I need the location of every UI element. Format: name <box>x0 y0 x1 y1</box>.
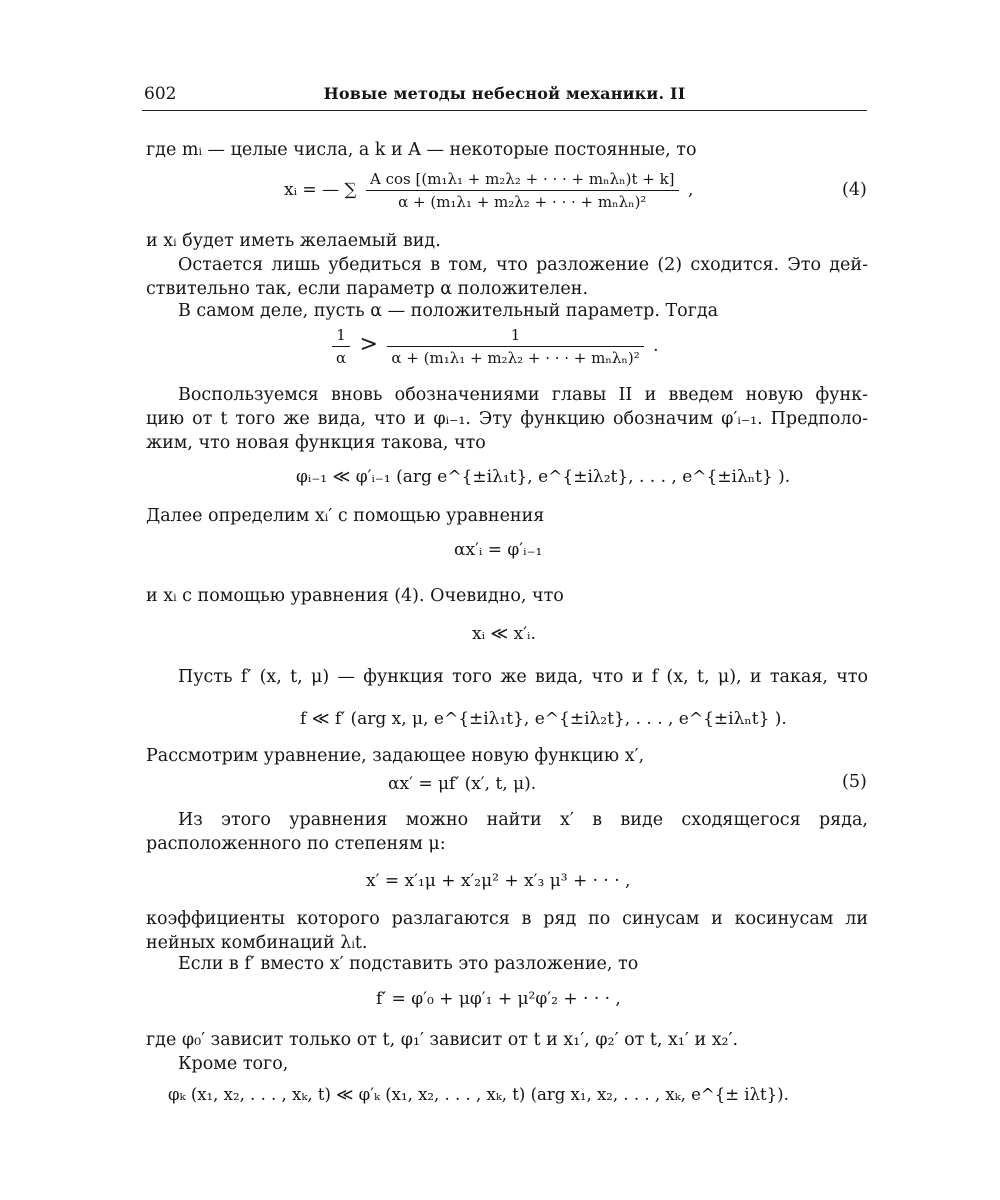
equation-f-prime-expansion: f′ = φ′₀ + μφ′₁ + μ²φ′₂ + · · · , <box>376 989 621 1009</box>
equation-4-tail: , <box>687 180 694 200</box>
paragraph-moreover: Кроме того, <box>178 1054 289 1074</box>
equation-phi-majorant: φᵢ₋₁ ≪ φ′ᵢ₋₁ (arg e^{±iλ₁t}, e^{±iλ₂t}, . . . , e^{±iλₙt} ). <box>296 467 791 487</box>
paragraph-positive-parameter: В самом деле, пусть α — положительный параметр. Тогда <box>178 301 719 321</box>
paragraph-substitute: Если в f′ вместо x′ подставить это разложение, то <box>178 954 639 974</box>
paragraph-dependencies: где φ₀′ зависит только от t, φ₁′ зависит от t и x₁′, φ₂′ от t, x₁′ и x₂′. <box>146 1030 739 1050</box>
inequality-right-fraction <box>387 326 643 367</box>
equation-phi-k-majorant: φₖ (x₁, x₂, . . . , xₖ, t) ≪ φ′ₖ (x₁, x₂, . . . , xₖ, t) (arg x₁, x₂, . . . , xₖ, e^{± iλt}). <box>168 1085 789 1104</box>
paragraph-consider-equation: Рассмотрим уравнение, задающее новую функцию x′, <box>146 746 645 766</box>
equation-4-lhs: xᵢ = — ∑ <box>284 180 357 200</box>
paragraph-notation-line-3: жим, что новая функция такова, что <box>146 433 486 453</box>
inequality-alpha <box>328 326 659 367</box>
equation-4-fraction <box>366 170 679 211</box>
paragraph-notation-line-1: Воспользуемся вновь обозначениями главы II и введем новую функ- <box>178 385 868 405</box>
page-number: 602 <box>144 84 177 104</box>
paragraph-intro: где mᵢ — целые числа, а k и A — некоторые постоянные, то <box>146 140 697 160</box>
inequality-right-numerator: 1 <box>387 326 643 347</box>
paragraph-convergence-line-2: ствительно так, если параметр α положителен. <box>146 279 589 299</box>
paragraph-series-line-2: расположенного по степеням μ: <box>146 834 446 854</box>
equation-number-4: (4) <box>842 180 867 200</box>
running-header <box>142 84 867 111</box>
paragraph-f-prime: Пусть f′ (x, t, μ) — функция того же вида, что и f (x, t, μ), и такая, что <box>178 667 868 687</box>
equation-4-numerator: A cos [(m₁λ₁ + m₂λ₂ + · · · + mₙλₙ)t + k] <box>366 170 679 191</box>
paragraph-coefficients-line-2: нейных комбинаций λᵢt. <box>146 933 368 953</box>
equation-alpha-x-prime: αx′ᵢ = φ′ᵢ₋₁ <box>454 540 543 560</box>
inequality-left-denominator: α <box>336 349 347 367</box>
paragraph-result: и xᵢ будет иметь желаемый вид. <box>146 231 441 251</box>
equation-number-5: (5) <box>842 772 867 792</box>
equation-5: αx′ = μf′ (x′, t, μ). <box>388 774 537 794</box>
paragraph-series-line-1: Из этого уравнения можно найти x′ в виде сходящегося ряда, <box>178 810 868 830</box>
inequality-sign: > <box>359 332 378 357</box>
paragraph-notation-line-2: цию от t того же вида, что и φᵢ₋₁. Эту функцию обозначим φ′ᵢ₋₁. Предполо- <box>146 409 868 429</box>
paragraph-coefficients-line-1: коэффициенты которого разлагаются в ряд по синусам и косинусам ли <box>146 909 868 929</box>
equation-x-majorant: xᵢ ≪ x′ᵢ. <box>472 624 536 644</box>
inequality-left-fraction <box>332 326 350 367</box>
equation-x-prime-series: x′ = x′₁μ + x′₂μ² + x′₃ μ³ + · · · , <box>366 871 631 891</box>
paragraph-define-x: и xᵢ с помощью уравнения (4). Очевидно, что <box>146 586 564 606</box>
inequality-tail: . <box>653 336 659 356</box>
equation-4-denominator: α + (m₁λ₁ + m₂λ₂ + · · · + mₙλₙ)² <box>398 193 647 211</box>
inequality-left-numerator: 1 <box>332 326 350 347</box>
inequality-right-denominator: α + (m₁λ₁ + m₂λ₂ + · · · + mₙλₙ)² <box>391 349 640 367</box>
paragraph-define-x-prime: Далее определим xᵢ′ с помощью уравнения <box>146 506 545 526</box>
equation-f-majorant: f ≪ f′ (arg x, μ, e^{±iλ₁t}, e^{±iλ₂t}, . . . , e^{±iλₙt} ). <box>300 709 787 729</box>
paragraph-convergence-line-1: Остается лишь убедиться в том, что разложение (2) сходится. Это дей- <box>178 255 868 275</box>
equation-4 <box>284 170 693 211</box>
running-title: Новые методы небесной механики. II <box>323 84 686 103</box>
